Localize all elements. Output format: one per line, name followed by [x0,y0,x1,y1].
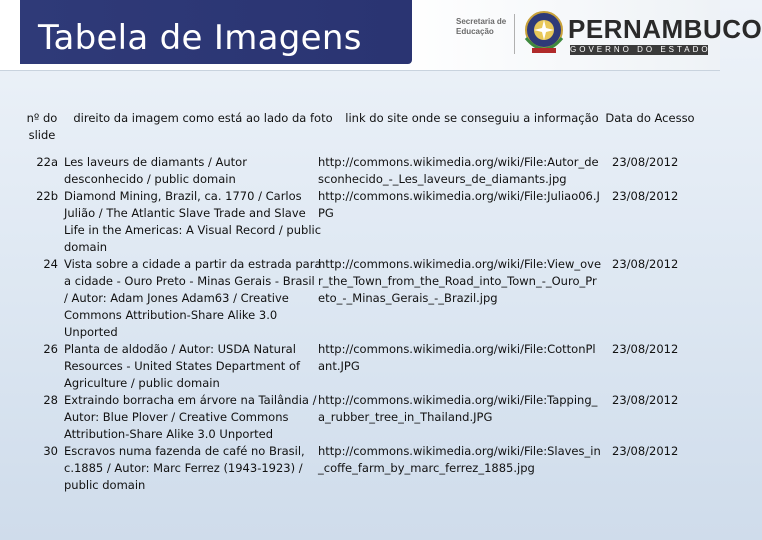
slide-header [0,0,762,71]
source-link-cell: http://commons.wikimedia.org/wiki/File:CottonPlant.JPG [318,342,596,373]
table-header [22,110,698,154]
slide-number-cell: 30 [43,444,58,458]
source-link-cell: http://commons.wikimedia.org/wiki/File:Tapping_a_rubber_tree_in_Thailand.JPG [318,393,598,424]
access-date-cell: 23/08/2012 [612,393,679,407]
table-row [22,188,698,256]
header-source-link: link do site onde se conseguiu a informação [345,111,599,125]
source-link-cell: http://commons.wikimedia.org/wiki/File:View_over_the_Town_from_the_Road_into_Town_-_Ouro_Preto_-_Minas_Gerais_-_Brazil.jpg [318,257,602,305]
government-logo [450,8,762,60]
brand-subtitle: GOVERNO DO ESTADO [570,45,711,54]
header-slide-number: nº do slide [26,111,58,142]
logo-divider [514,14,515,54]
slide-number-cell: 24 [43,257,58,271]
image-rights-cell: Escravos numa fazenda de café no Brasil, c.1885 / Autor: Marc Ferrez (1943-1923) / public domain [64,444,305,492]
slide-number-cell: 28 [43,393,58,407]
table-row [22,256,698,341]
access-date-cell: 23/08/2012 [612,257,679,271]
source-link-cell: http://commons.wikimedia.org/wiki/File:Slaves_in_coffe_farm_by_marc_ferrez_1885.jpg [318,444,601,475]
table-row [22,392,698,443]
image-rights-cell: Vista sobre a cidade a partir da estrada para a cidade - Ouro Preto - Minas Gerais - Brasil / Autor: Adam Jones Adam63 / Creative Commons Attribution-Share Alike 3.0 Unported [64,257,322,339]
access-date-cell: 23/08/2012 [612,189,679,203]
image-rights-cell: Extraindo borracha em árvore na Tailândia / Autor: Blue Plover / Creative Commons Attribution-Share Alike 3.0 Unported [64,393,317,441]
slide-number-cell: 22b [36,189,58,203]
image-rights-cell: Les laveurs de diamants / Autor desconhecido / public domain [64,155,247,186]
slide-number-cell: 26 [43,342,58,356]
brand-name: PERNAMBUCO [568,14,762,44]
access-date-cell: 23/08/2012 [612,155,679,169]
page-title: Tabela de Imagens [38,18,362,58]
access-date-cell: 23/08/2012 [612,342,679,356]
table-row [22,341,698,392]
header-access-date: Data do Acesso [605,111,695,125]
image-rights-cell: Planta de aldodão / Autor: USDA Natural Resources - United States Department of Agriculture / public domain [64,342,301,390]
source-link-cell: http://commons.wikimedia.org/wiki/File:Juliao06.JPG [318,189,600,220]
table-row [22,443,698,494]
table-row [22,154,698,188]
access-date-cell: 23/08/2012 [612,444,679,458]
source-link-cell: http://commons.wikimedia.org/wiki/File:Autor_desconhecido_-_Les_laveurs_de_diamants.jpg [318,155,599,186]
slide-number-cell: 22a [36,155,58,169]
image-credits-table [22,110,698,494]
coat-of-arms-icon [522,8,566,60]
image-rights-cell: Diamond Mining, Brazil, ca. 1770 / Carlos Julião / The Atlantic Slave Trade and Slave Life in the Americas: A Visual Record / public domain [64,189,322,254]
header-image-rights: direito da imagem como está ao lado da foto [73,111,333,125]
secretaria-label: Secretaria de Educação [456,17,507,36]
